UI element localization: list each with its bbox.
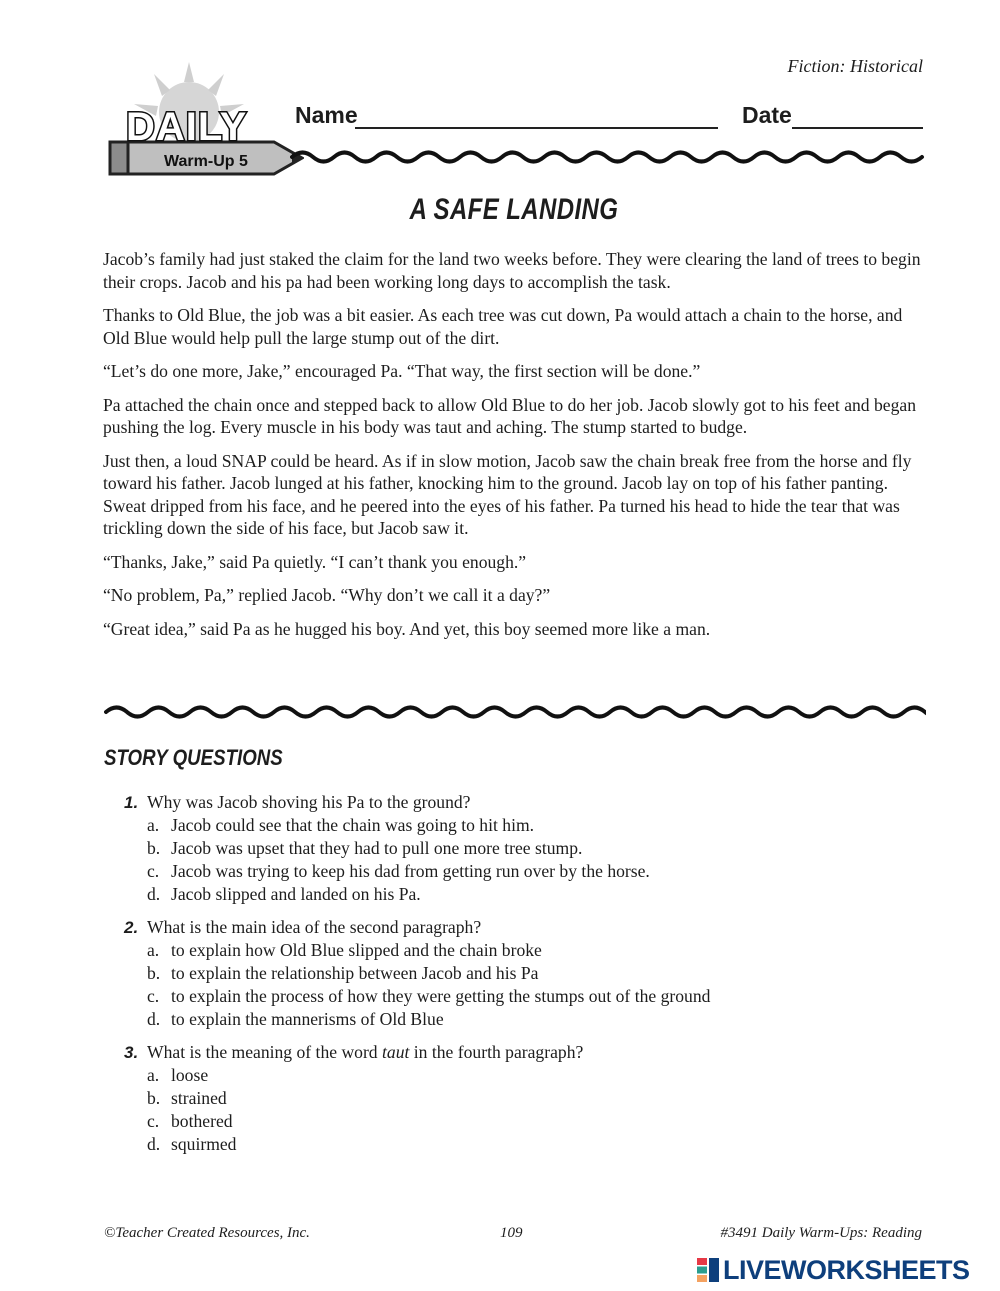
name-line <box>355 127 718 129</box>
header-wave-divider <box>290 145 925 169</box>
question-3 <box>124 1041 924 1156</box>
date-line <box>792 127 923 129</box>
option-text: strained <box>171 1088 227 1108</box>
footer-page-number: 109 <box>500 1225 523 1241</box>
story-paragraph: “Let’s do one more, Jake,” encouraged Pa. “That way, the first section will be done.” <box>103 361 701 381</box>
option-letter: a. <box>147 815 160 835</box>
footer-copyright: ©Teacher Created Resources, Inc. <box>104 1225 310 1241</box>
option-letter: b. <box>147 838 161 858</box>
date-label: Date <box>742 102 792 128</box>
questions-list <box>124 791 924 1166</box>
answer-option[interactable] <box>124 1064 924 1087</box>
question-1 <box>124 791 924 906</box>
logo-subtitle: Warm-Up 5 <box>164 153 248 170</box>
option-letter: a. <box>147 940 160 960</box>
answer-option[interactable] <box>124 1008 924 1031</box>
story-paragraph: “Great idea,” said Pa as he hugged his boy. And yet, this boy seemed more like a man. <box>103 618 711 639</box>
question-text <box>147 1041 583 1064</box>
answer-option[interactable] <box>124 1133 924 1156</box>
question-text-part: in the fourth paragraph? <box>409 1042 584 1062</box>
option-text: bothered <box>171 1111 233 1131</box>
option-text: squirmed <box>171 1134 237 1154</box>
watermark-text: LIVEWORKSHEETS <box>723 1255 970 1285</box>
story-questions-heading: STORY QUESTIONS <box>104 745 283 770</box>
answer-option[interactable] <box>124 1110 924 1133</box>
answer-option[interactable] <box>124 985 924 1008</box>
story-paragraph: Thanks to Old Blue, the job was a bit easier. As each tree was cut down, Pa would attach a chain to the horse, and Old Blue would help pull the large stump out of the dirt. <box>103 305 903 348</box>
question-text-emphasis: taut <box>382 1042 410 1062</box>
liveworksheets-watermark[interactable] <box>697 1255 997 1285</box>
question-number: 1. <box>124 793 139 812</box>
option-letter: d. <box>147 884 161 904</box>
option-text: loose <box>171 1065 209 1085</box>
option-text: to explain the process of how they were getting the stumps out of the ground <box>171 986 711 1006</box>
option-text: to explain how Old Blue slipped and the chain broke <box>171 940 542 960</box>
option-letter: c. <box>147 861 160 881</box>
question-text: Why was Jacob shoving his Pa to the ground? <box>147 792 471 812</box>
answer-option[interactable] <box>124 814 924 837</box>
logo-word: DAILY <box>126 105 248 149</box>
story-paragraph: “Thanks, Jake,” said Pa quietly. “I can’t thank you enough.” <box>103 551 527 572</box>
answer-option[interactable] <box>124 1087 924 1110</box>
option-letter: b. <box>147 1088 161 1108</box>
question-text: What is the main idea of the second paragraph? <box>147 917 482 937</box>
section-wave-divider <box>104 700 926 724</box>
option-letter: a. <box>147 1065 160 1085</box>
question-number: 3. <box>124 1043 139 1062</box>
question-text-part: What is the meaning of the word <box>147 1042 383 1062</box>
option-text: to explain the mannerisms of Old Blue <box>171 1009 444 1029</box>
story-text <box>103 248 928 651</box>
answer-option[interactable] <box>124 883 924 906</box>
option-letter: d. <box>147 1134 161 1154</box>
story-paragraph: “No problem, Pa,” replied Jacob. “Why don’t we call it a day?” <box>103 585 551 605</box>
option-text: to explain the relationship between Jacob and his Pa <box>171 963 539 983</box>
option-letter: b. <box>147 963 161 983</box>
liveworksheets-logo-icon <box>697 1258 719 1282</box>
answer-option[interactable] <box>124 837 924 860</box>
answer-option[interactable] <box>124 939 924 962</box>
option-text: Jacob slipped and landed on his Pa. <box>171 884 421 904</box>
question-2 <box>124 916 924 1031</box>
answer-option[interactable] <box>124 962 924 985</box>
option-text: Jacob was trying to keep his dad from getting run over by the horse. <box>171 861 650 881</box>
story-paragraph: Pa attached the chain once and stepped back to allow Old Blue to do her job. Jacob slowly got to his feet and began pushing the log. Every muscle in his body was taut and aching. The stump started to budge. <box>103 394 916 437</box>
question-number: 2. <box>124 918 139 937</box>
story-paragraph: Jacob’s family had just staked the claim for the land two weeks before. They were clearing the land of trees to begin their crops. Jacob and his pa had been working long days to accomplish the task. <box>103 249 921 292</box>
footer-book-title: #3491 Daily Warm-Ups: Reading <box>720 1225 922 1241</box>
option-letter: d. <box>147 1009 161 1029</box>
option-text: Jacob could see that the chain was going to hit him. <box>171 815 535 835</box>
daily-warmup-logo <box>104 60 304 185</box>
option-letter: c. <box>147 986 160 1006</box>
story-paragraph: Just then, a loud SNAP could be heard. As if in slow motion, Jacob saw the chain break free from the horse and fly toward his father. Jacob lunged at his father, knocking him to the ground. Jacob lay on top of his father panting. Sweat dripped from his face, and he peered into the eyes of his father. Pa turned his head to hide the tear that was trickling down the side of his face, but Jacob saw it. <box>103 450 912 538</box>
option-text: Jacob was upset that they had to pull one more tree stump. <box>171 838 583 858</box>
genre-label: Fiction: Historical <box>787 56 923 76</box>
answer-option[interactable] <box>124 860 924 883</box>
page-title: A SAFE LANDING <box>409 193 619 226</box>
name-label: Name <box>295 102 358 128</box>
option-letter: c. <box>147 1111 160 1131</box>
